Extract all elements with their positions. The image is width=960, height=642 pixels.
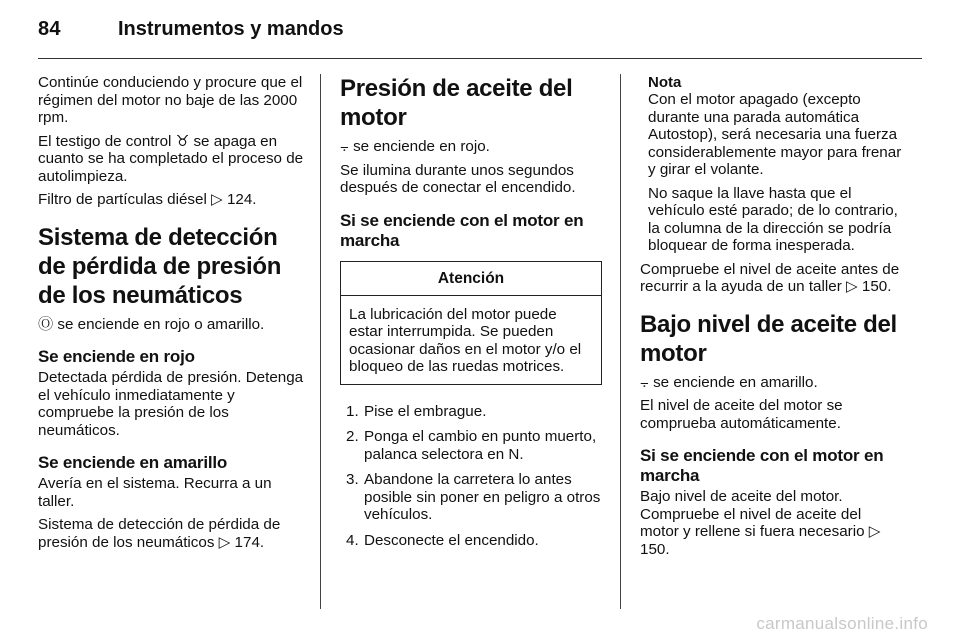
paragraph: ⨪ se enciende en rojo.	[340, 138, 490, 155]
column-2	[340, 74, 602, 557]
paragraph: Avería en el sistema. Recurra a un taller.	[38, 475, 272, 510]
section-title: Instrumentos y mandos	[118, 18, 344, 40]
paragraph: Continúe conduciendo y procure que el régimen del motor no baje de las 2000 rpm.	[38, 74, 303, 126]
page-header	[38, 14, 922, 48]
column-divider	[620, 74, 621, 609]
cross-reference: Compruebe el nivel de aceite antes de recurrir a la ayuda de un taller ▷ 150.	[640, 260, 900, 295]
column-3	[640, 74, 904, 564]
list-item: 1. Pise el embrague.	[346, 402, 487, 420]
subheading-red: Se enciende en rojo	[38, 347, 195, 366]
paragraph: Detectada pérdida de presión. Detenga el vehículo inmediatamente y compruebe la presión de los neumáticos.	[38, 369, 304, 439]
note-text: No saque la llave hasta que el vehículo esté parado; de lo contrario, la columna de la dirección se podría bloquear de forma inesperada.	[648, 184, 898, 254]
note-text: Con el motor apagado (excepto durante una parada automática Autostop), será necesaria una fuerza considerablemente mayor para frenar y girar el volante.	[648, 91, 902, 178]
column-divider	[320, 74, 321, 609]
paragraph: El nivel de aceite del motor se comprueba automáticamente.	[640, 397, 843, 432]
page-number: 84	[38, 18, 61, 40]
subheading-running: Si se enciende con el motor en marcha	[340, 210, 584, 250]
subheading-yellow: Se enciende en amarillo	[38, 453, 228, 472]
warning-box	[340, 261, 602, 385]
cross-reference: Filtro de partículas diésel ▷ 124.	[38, 191, 257, 208]
list-item: 3. Abandone la carretera lo antes posible sin poner en peligro a otros vehículos.	[346, 471, 601, 523]
note-title: Nota	[648, 74, 682, 91]
list-item: 4. Desconecte el encendido.	[346, 531, 539, 549]
note-block	[640, 74, 904, 255]
heading-tire-pressure: Sistema de detección de pérdida de presión de los neumáticos	[38, 223, 282, 309]
cross-reference: Sistema de detección de pérdida de presión de los neumáticos ▷ 174.	[38, 516, 281, 551]
header-rule	[38, 58, 922, 59]
column-1	[38, 74, 306, 557]
paragraph: ⨪ se enciende en amarillo.	[640, 373, 818, 391]
cross-reference: Bajo nivel de aceite del motor. Compruebe el nivel de aceite del motor y rellene si fuera necesario ▷ 150.	[640, 488, 881, 558]
paragraph: Se ilumina durante unos segundos después de conectar el encendido.	[340, 161, 576, 196]
steps-list	[340, 403, 602, 550]
paragraph: Ⓞ se enciende en rojo o amarillo.	[38, 315, 265, 333]
list-item: 2. Ponga el cambio en punto muerto, palanca selectora en N.	[346, 428, 597, 463]
heading-low-oil: Bajo nivel de aceite del motor	[640, 310, 897, 367]
heading-oil-pressure: Presión de aceite del motor	[340, 75, 573, 131]
watermark: carmanualsonline.info	[756, 614, 928, 633]
paragraph: El testigo de control ♉ se apaga en cuanto se ha completado el proceso de autolimpieza.	[38, 132, 304, 185]
warning-title: Atención	[341, 262, 601, 296]
warning-text: La lubricación del motor puede estar interrumpida. Se pueden ocasionar daños en el motor y/o el bloqueo de las ruedas motrices.	[349, 305, 582, 375]
subheading-running: Si se enciende con el motor en marcha	[640, 446, 884, 485]
